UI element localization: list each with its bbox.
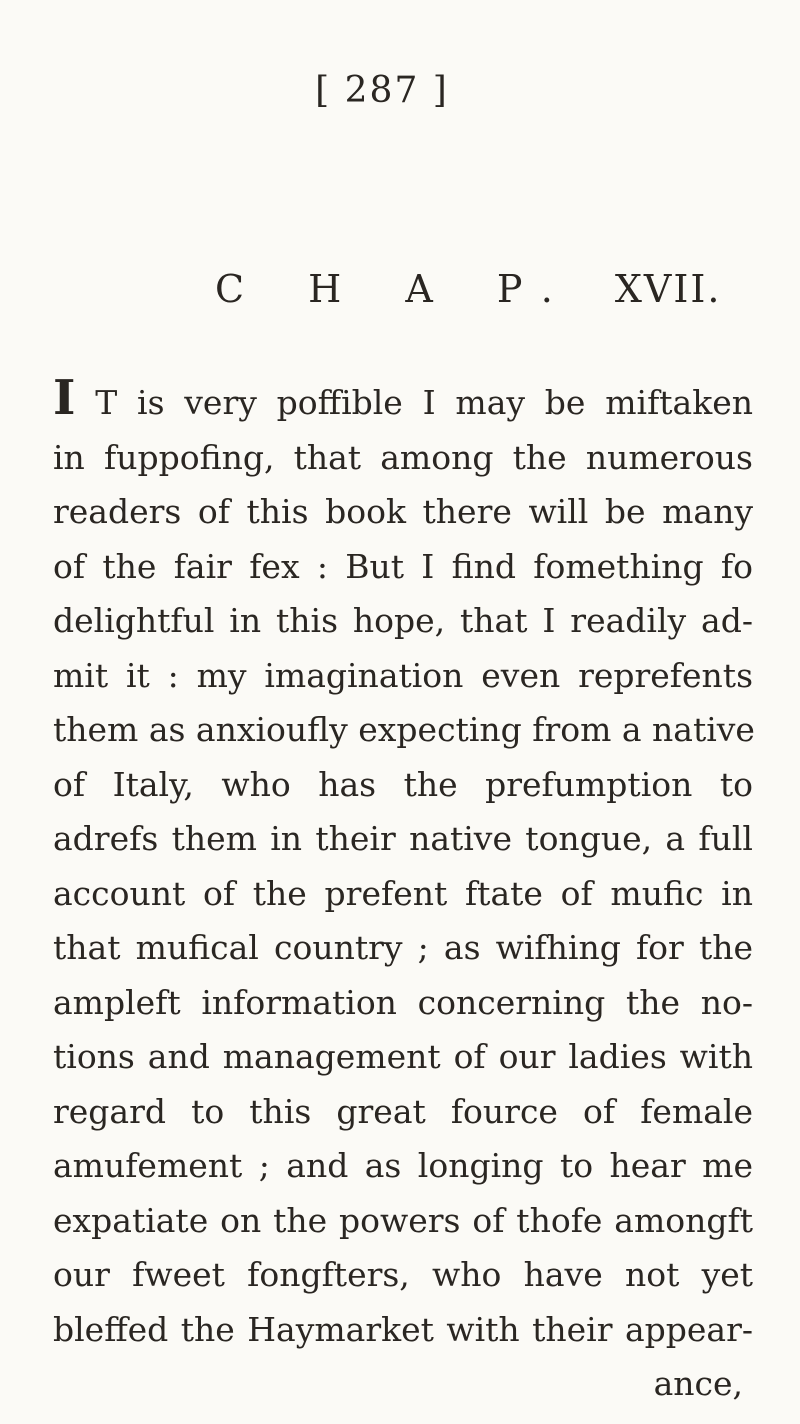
text-line: account of the prefent ftate of mufic in: [53, 873, 753, 913]
text-line: our fweet fongfters, who have not yet: [53, 1255, 753, 1294]
chapter-label: C H A P.: [215, 267, 579, 311]
text-line: them as anxioufly expecting from a native: [53, 710, 755, 749]
body-text: [53, 370, 755, 1412]
text-line: in fuppofing, that among the numerous: [53, 437, 753, 477]
text-line: delightful in this hope, that I readily ad-: [53, 601, 753, 640]
text-line: tions and management of our ladies with: [53, 1037, 753, 1076]
drop-initial: I: [53, 370, 76, 426]
text-line: bleffed the Haymarket with their appear-: [53, 1309, 753, 1349]
text-line: amufement ; and as longing to hear me: [53, 1146, 753, 1185]
page-number: [ 287 ]: [315, 70, 449, 111]
text-line: readers of this book there will be many: [53, 492, 753, 531]
text-line: regard to this great fource of female: [53, 1091, 753, 1131]
chapter-number: XVII.: [614, 267, 722, 311]
text-line: mit it : my imagination even reprefents: [53, 655, 753, 695]
text-line: expatiate on the powers of thofe amongft: [53, 1200, 753, 1240]
first-line-text: T is very poffible I may be miftaken: [95, 383, 753, 422]
chapter-heading: [215, 267, 721, 311]
catchword: ance,: [653, 1364, 743, 1403]
text-line: of the fair fex : But I find fomething fo: [53, 546, 753, 586]
text-line: adrefs them in their native tongue, a full: [53, 819, 753, 858]
text-line: ampleft information concerning the no-: [53, 982, 753, 1022]
first-line: [53, 370, 753, 431]
text-line: that mufical country ; as wifhing for the: [53, 928, 753, 967]
text-line: of Italy, who has the prefumption to: [53, 764, 753, 804]
